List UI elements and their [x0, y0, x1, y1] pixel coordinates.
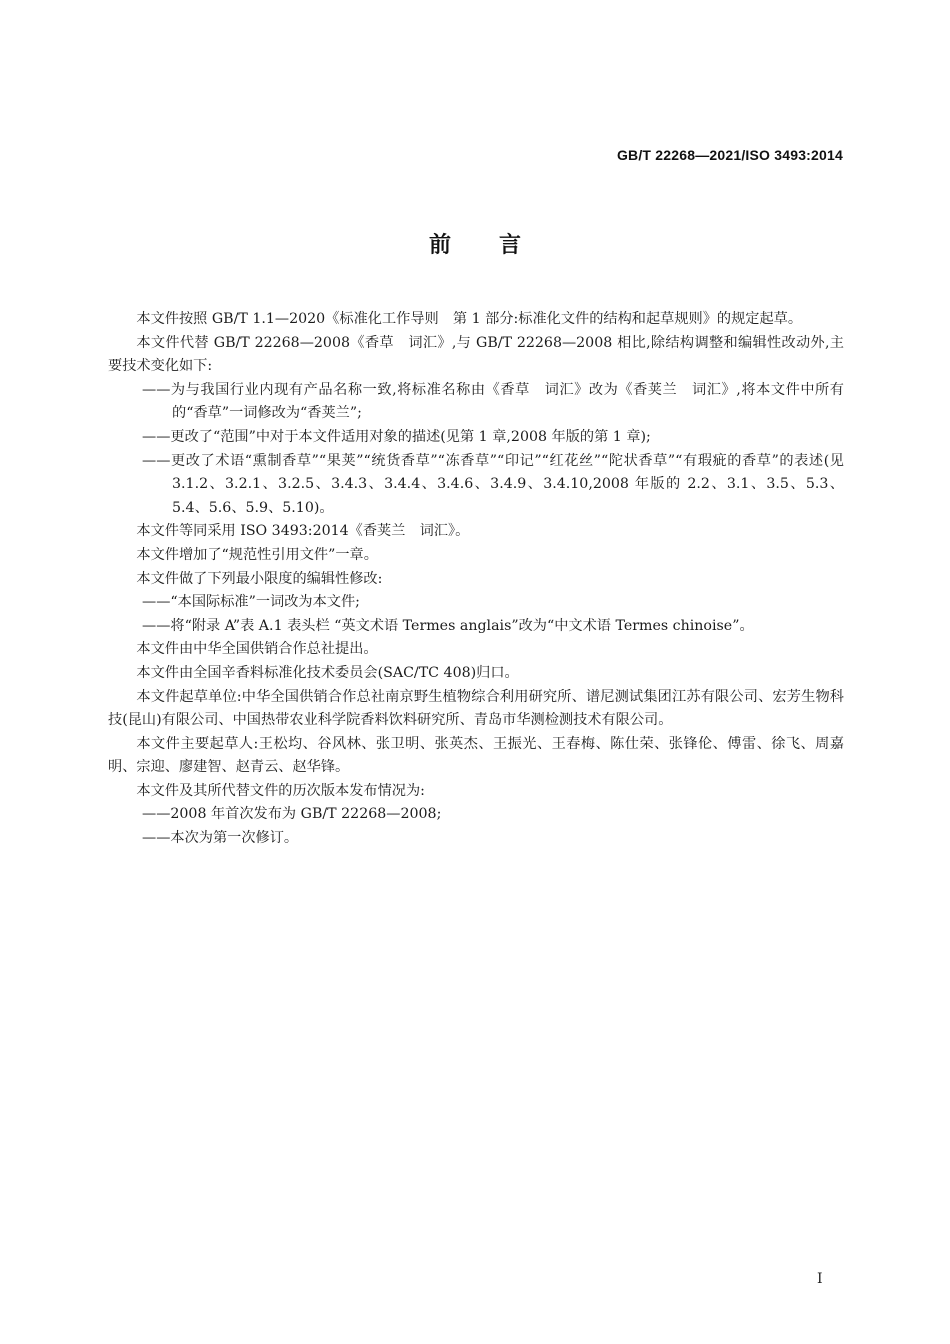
paragraph: 本文件由全国辛香料标准化技术委员会(SAC/TC 408)归口。 [136, 664, 519, 681]
list-item: ——“本国际标准”一词改为本文件; [142, 594, 360, 611]
paragraph: 本文件主要起草人:王松均、谷风林、张卫明、张英杰、王振光、王春梅、陈仕荣、张锋伦、傅雷、徐飞、周嘉明、宗迎、廖建智、赵青云、赵华锋。 [108, 735, 844, 776]
paragraph: 本文件及其所代替文件的历次版本发布情况为: [136, 782, 425, 799]
paragraph: 本文件起草单位:中华全国供销合作总社南京野生植物综合利用研究所、谱尼测试集团江苏有限公司、宏芳生物科技(昆山)有限公司、中国热带农业科学院香料饮料研究所、青岛市华测检测技术有限公司。 [108, 688, 844, 729]
document-body [108, 308, 844, 851]
page-number: I [817, 1271, 823, 1287]
paragraph: 本文件代替 GB/T 22268—2008《香草 词汇》,与 GB/T 22268—2008 相比,除结构调整和编辑性改动外,主要技术变化如下: [108, 334, 844, 375]
list-item: ——更改了术语“熏制香草”“果荚”“统货香草”“冻香草”“印记”“红花丝”“陀状香草”“有瑕疵的香草”的表述(见 3.1.2、3.2.1、3.2.5、3.4.3、3.4.4、3.4.6、3.4.9、3.4.10,2008 年版的 2.2、3.1、3.5、5.3、5.4、5.6、5.9、5.10)。 [142, 452, 844, 516]
list-item: ——将“附录 A”表 A.1 表头栏 “英文术语 Termes anglais”改为“中文术语 Termes chinoise”。 [142, 617, 754, 634]
paragraph: 本文件增加了“规范性引用文件”一章。 [136, 546, 378, 563]
page-title: 前言 [428, 233, 569, 258]
paragraph: 本文件由中华全国供销合作总社提出。 [136, 641, 378, 658]
list-item: ——本次为第一次修订。 [142, 830, 299, 847]
paragraph: 本文件做了下列最小限度的编辑性修改: [136, 570, 383, 587]
paragraph: 本文件等同采用 ISO 3493:2014《香荚兰 词汇》。 [136, 523, 470, 540]
paragraph: 本文件按照 GB/T 1.1—2020《标准化工作导则 第 1 部分:标准化文件的结构和起草规则》的规定起草。 [136, 311, 803, 327]
list-item: ——更改了“范围”中对于本文件适用对象的描述(见第 1 章,2008 年版的第 1 章); [142, 428, 651, 445]
list-item: ——为与我国行业内现有产品名称一致,将标准名称由《香草 词汇》改为《香荚兰 词汇》,将本文件中所有的“香草”一词修改为“香荚兰”; [142, 381, 844, 422]
standard-code-header: GB/T 22268—2021/ISO 3493:2014 [616, 147, 843, 163]
list-item: ——2008 年首次发布为 GB/T 22268—2008; [142, 806, 442, 823]
